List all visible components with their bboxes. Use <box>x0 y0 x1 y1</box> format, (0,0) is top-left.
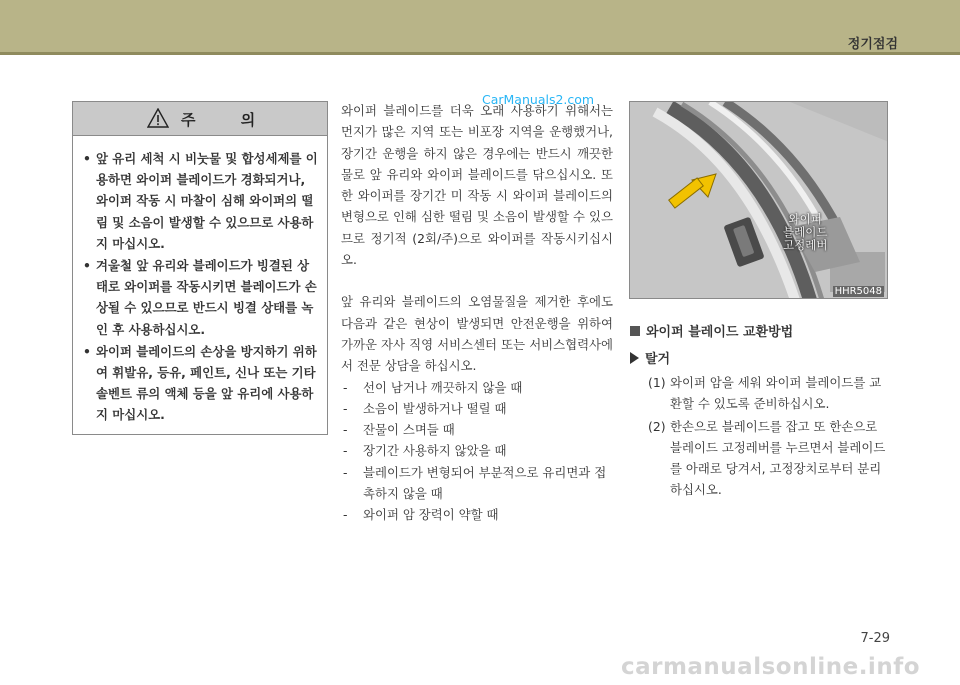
body-text-column <box>341 100 613 526</box>
paragraph-maintenance: 와이퍼 블레이드를 더욱 오래 사용하기 위해서는 먼지가 많은 지역 또는 비포장 지역을 운행했거나, 장기간 운행을 하지 않은 경우에는 반드시 깨끗한 물로 앞 유리와 와이퍼 블레이드를 닦으십시오. 또한 와이퍼를 장기간 미 작동 시 와이퍼 블레이드의 변형으로 인해 심한 떨림 및 소음이 발생할 수 있으므로 정기적 (2회/주)으로 와이퍼를 작동시키십시오. <box>341 103 613 268</box>
figure-label: 와이퍼 블레이드 고정레버 <box>783 212 828 252</box>
caution-item: • 와이퍼 블레이드의 손상을 방지하기 위하여 휘발유, 등유, 페인트, 신나 또는 기타 솔벤트 류의 액체 등을 앞 유리에 사용하지 마십시오. <box>83 341 319 426</box>
condition-item: - 소음이 발생하거나 떨릴 때 <box>341 398 613 419</box>
step-item: (2) 한손으로 블레이드를 잡고 또 한손으로 블레이드 고정레버를 누르면서 블레이드를 아래로 당겨서, 고정장치로부터 분리 하십시오. <box>648 418 886 498</box>
triangle-bullet-icon <box>630 352 639 364</box>
step-item: (1) 와이퍼 암을 세워 와이퍼 블레이드를 교환할 수 있도록 준비하십시오. <box>648 375 882 412</box>
condition-item: - 장기간 사용하지 않았을 때 <box>341 440 613 461</box>
wiper-blade-illustration <box>630 102 888 299</box>
condition-item: - 와이퍼 암 장력이 약할 때 <box>341 504 613 525</box>
figure-code: HHR5048 <box>834 286 882 297</box>
caution-list <box>73 136 327 426</box>
wiper-blade-figure <box>629 101 888 299</box>
caution-header <box>73 102 327 136</box>
removal-steps <box>630 372 892 501</box>
square-bullet-icon <box>630 326 640 336</box>
condition-list <box>341 377 613 526</box>
condition-item: - 잔물이 스며들 때 <box>341 419 613 440</box>
removal-heading: 탈거 <box>630 349 892 370</box>
watermark-top[interactable]: CarManuals2.com <box>482 92 595 107</box>
header-rule <box>0 52 960 55</box>
warning-triangle-icon <box>147 108 169 128</box>
header-band <box>0 0 960 52</box>
caution-item: • 앞 유리 세척 시 비눗물 및 합성세제를 이용하면 와이퍼 블레이드가 경화되거나, 와이퍼 작동 시 마찰이 심해 와이퍼의 떨림 및 소음이 발생할 수 있으므로 사용하지 마십시오. <box>83 148 319 254</box>
condition-item: - 선이 남거나 깨끗하지 않을 때 <box>341 377 613 398</box>
watermark-bottom[interactable]: carmanualsonline.info <box>620 654 920 680</box>
caution-item: • 겨울철 앞 유리와 블레이드가 빙결된 상태로 와이퍼를 작동시키면 블레이드가 손상될 수 있으므로 반드시 빙결 상태를 녹인 후 사용하십시오. <box>83 255 319 340</box>
condition-item: - 블레이드가 변형되어 부분적으로 유리면과 접촉하지 않을 때 <box>341 462 613 505</box>
page-number: 7-29 <box>860 631 890 646</box>
caution-box <box>72 101 328 435</box>
section-title: 정기점검 <box>847 37 898 52</box>
paragraph-consult: 앞 유리와 블레이드의 오염물질을 제거한 후에도 다음과 같은 현상이 발생되면 안전운행을 위하여 가까운 자사 직영 서비스센터 또는 서비스협력사에서 전문 상담을 하십시오. <box>341 294 613 374</box>
replacement-heading: 와이퍼 블레이드 교환방법 <box>630 322 892 343</box>
replacement-section <box>630 322 892 502</box>
caution-title: 주 의 <box>181 111 276 129</box>
